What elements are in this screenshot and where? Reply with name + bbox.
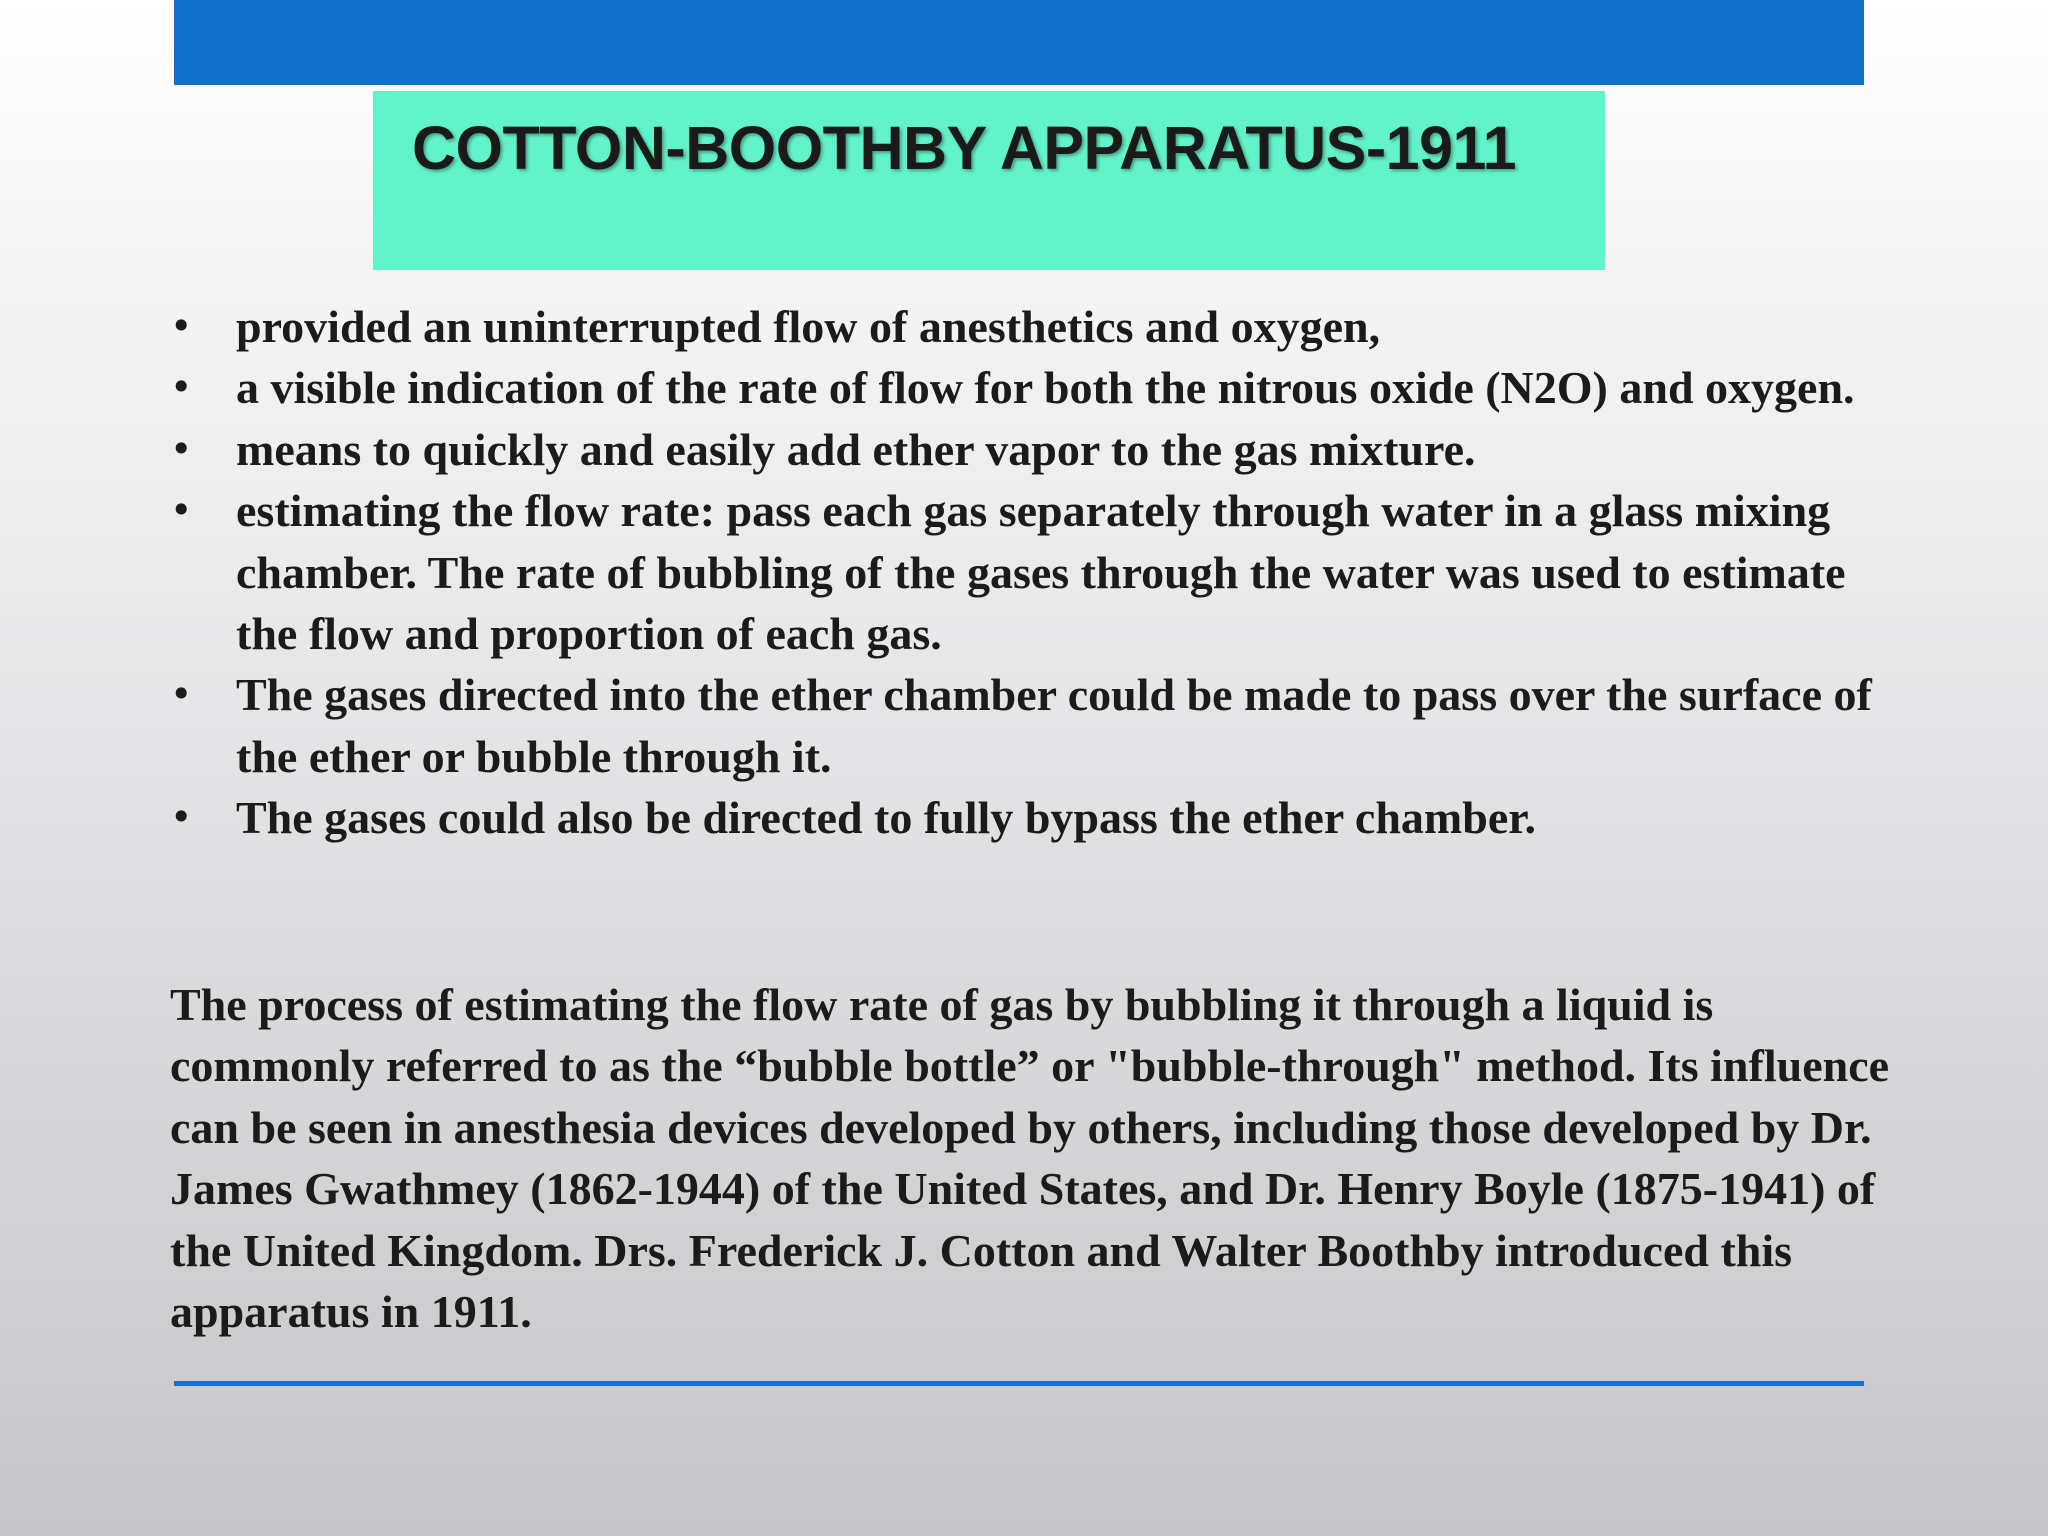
bullet-dot-icon: • — [170, 672, 193, 717]
bullet-dot-icon: • — [170, 365, 193, 410]
bullet-dot-icon: • — [170, 426, 193, 471]
bullet-list — [170, 296, 1890, 849]
bullet-text: The gases could also be directed to fully bypass the ether chamber. — [236, 792, 1536, 844]
bullet-text: means to quickly and easily add ether vapor to the gas mixture. — [236, 423, 1476, 475]
bullet-dot-icon: • — [170, 488, 193, 533]
bullet-item — [170, 296, 1890, 357]
bullet-text: provided an uninterrupted flow of anesthetics and oxygen, — [236, 301, 1381, 352]
top-accent-bar — [174, 0, 1864, 85]
summary-paragraph: The process of estimating the flow rate of gas by bubbling it through a liquid is commonly referred to as the “bubble bottle” or "bubble-through" method. Its influence can be seen in anesthesia devices developed by others, including those developed by Dr. James Gwathmey (1862-1944) of the United States, and Dr. Henry Boyle (1875-1941) of the United Kingdom. Drs. Frederick J. Cotton and Walter Boothby introduced this apparatus in 1911. — [170, 979, 1890, 1338]
bullet-item — [170, 664, 1890, 787]
bullet-item — [170, 419, 1890, 480]
bottom-divider — [174, 1381, 1864, 1386]
bullet-dot-icon: • — [170, 795, 193, 840]
bullet-text: estimating the flow rate: pass each gas separately through water in a glass mixing chamber. The rate of bubbling of the gases through the water was used to estimate the flow and proportion of each gas. — [236, 485, 1846, 660]
slide-title: COTTON-BOOTHBY APPARATUS-1911 — [412, 114, 1516, 182]
bullet-item — [170, 787, 1890, 848]
bullet-text: The gases directed into the ether chamber could be made to pass over the surface of the ether or bubble through it. — [236, 669, 1872, 782]
bullet-dot-icon: • — [170, 304, 193, 348]
bullet-text: a visible indication of the rate of flow for both the nitrous oxide (N2O) and oxygen. — [236, 362, 1855, 414]
bullet-item — [170, 357, 1890, 418]
title-banner — [373, 91, 1605, 270]
bullet-item — [170, 480, 1890, 664]
